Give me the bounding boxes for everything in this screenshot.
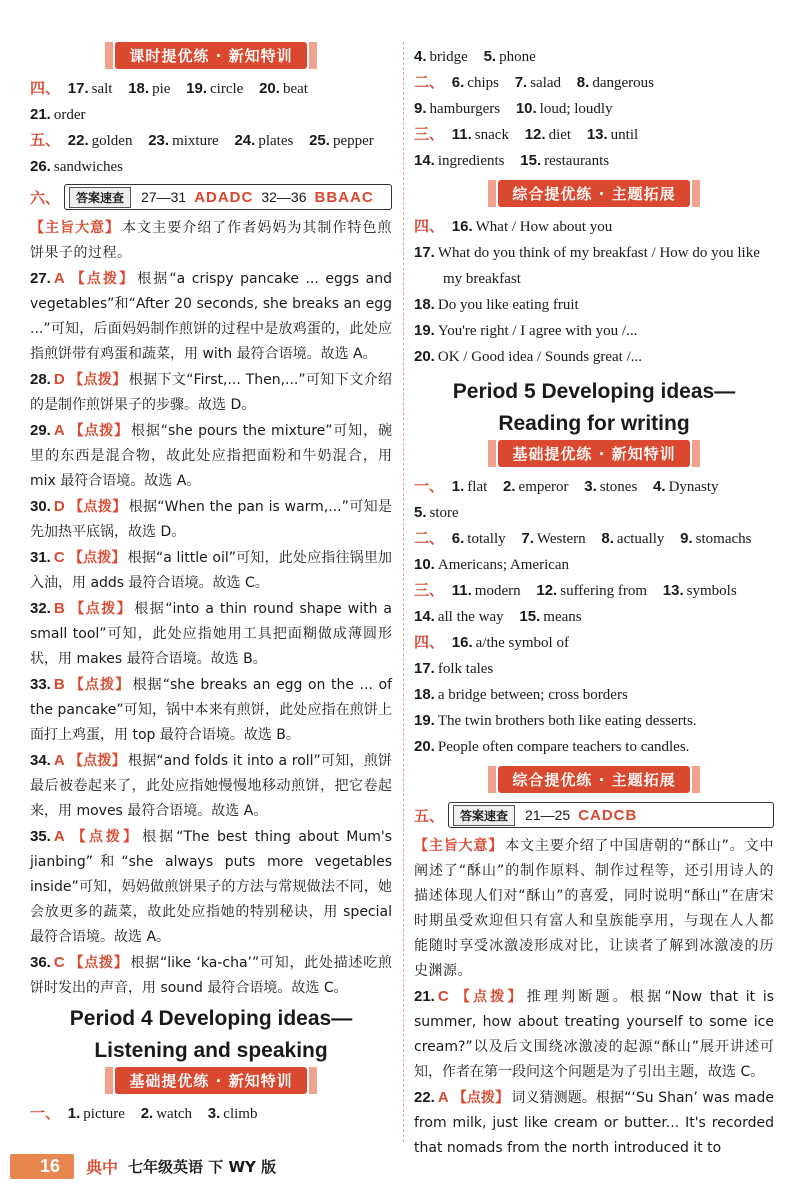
answer-row: 5. store [414,504,459,521]
explanation-item: 21. C 【点拨】 推理判断题。根据“Now that it is summer, how about treating yourself to some ice cream?”以及后文围绕冰激凌的起源“酥山”展开讲述可知，作者在第一段问这个问题是为了引出主题，故选 C。 [414,988,775,1080]
answer-row: 19. You're right / I agree with you /... [414,322,638,339]
answer-row: 五、 22. golden 23. mixture 24. plates 25. pepper [30,131,374,149]
answer-row: 17. What do you think of my breakfast / How do you like [414,244,760,261]
answer-row: 一、 1. flat 2. emperor 3. stones 4. Dynasty [414,477,719,495]
explanation-item: 33. B 【点拨】 根据“she breaks an egg on the ... of the pancake”可知，锅中本来有煎饼，此处应指在煎饼上面打上鸡蛋，用 top 最符合语境。故选 B。 [30,676,392,743]
quick-answer-label: 答案速查 [453,805,515,826]
answer-row: 14. all the way 15. means [414,608,582,625]
answer-list [414,240,774,370]
answer-row: 4. bridge 5. phone [414,48,536,65]
answer-row: 四、 16. a/the symbol of [414,633,569,651]
answer-row: 10. Americans; American [414,556,570,573]
explanation-item: 29. A 【点拨】 根据“she pours the mixture”可知，碗里的东西是混合物，故此处应指把面粉和牛奶混合，用 mix 最符合语境。故选 A。 [30,422,392,489]
explanation-item: 22. A 【点拨】 词义猜测题。根据“‘Su Shan’ was made from milk, just like cream or butter... It's recorded that nomads from the north introduced it to [414,1089,775,1156]
quick-answer-label: 答案速查 [69,187,131,208]
answer-row: 9. hamburgers 10. loud; loudly [414,100,613,117]
period-title: Period 5 Developing ideas— [452,380,736,403]
answer-row: 19. The twin brothers both like eating desserts. [414,712,697,729]
answer-row: 18. Do you like eating fruit [414,296,579,313]
book-title: 七年级英语 下 WY 版 [128,1157,277,1176]
answer-row: 17. folk tales [414,660,494,677]
answer-row: 四、 17. salt 18. pie 19. circle 20. beat [30,79,308,97]
quick-answer-row: 六、 答案速查 27—31 ADADC 32—36 BBAAC [30,182,392,212]
page-footer [10,1151,276,1181]
explanation-item: 30. D 【点拨】 根据“When the pan is warm,...”可知是先加热平底锅，故选 D。 [30,498,393,540]
explanation-item: 36. C 【点拨】 根据“like ‘ka-cha’”可知，此处描述吃煎饼时发出的声音，用 sound 最符合语境。故选 C。 [30,954,393,996]
answer-row: 三、 11. snack 12. diet 13. until [414,125,639,143]
answer-row: 20. People often compare teachers to candles. [414,738,690,755]
section-banner: 综合提优练 · 主题拓展 [498,766,689,793]
explanation-list [30,266,392,1001]
page-number: 16 [10,1154,74,1179]
answer-row: 26. sandwiches [30,158,124,175]
period-subtitle: Listening and speaking [94,1039,328,1062]
answer-row: 21. order [30,106,86,123]
summary-paragraph: 【主旨大意】 本文主要介绍了中国唐朝的“酥山”。文中阐述了“酥山”的制作原料、制作过程等，还引用诗人的描述体现人们对“酥山”的喜爱，同时说明“酥山”在唐宋时期虽受欢迎但只有富人和皇族能享用，与现在人人都能随时享受冰激凌形成对比，让读者了解到冰激凌的历史渊源。 [414,838,774,979]
explanation-item: 35. A 【点拨】 根据“The best thing about Mum's jianbing”和“she always puts more vegetables inside”可知，妈妈做煎饼果子的方法与常规做法不同，她会放更多的蔬菜，故此处应指她的特别秘诀，用 special 最符合语境。故选 A。 [30,828,393,945]
answer-row: 二、 6. chips 7. salad 8. dangerous [414,73,654,91]
explanation-item: 31. C 【点拨】 根据“a little oil”可知，此处应指往锅里加入油，用 adds 最符合语境。故选 C。 [30,549,393,591]
period-subtitle: Reading for writing [498,412,690,435]
answer-row: 一、 1. picture 2. watch 3. climb [30,1104,258,1122]
answer-row: 20. OK / Good idea / Sounds great /... [414,348,642,365]
quick-answer-row: 五、 答案速查 21—25 CADCB [414,800,774,830]
answer-row: 四、 16. What / How about you [414,217,613,235]
summary-paragraph: 【主旨大意】 本文主要介绍了作者妈妈为其制作特色煎饼果子的过程。 [30,220,393,261]
section-banner: 课时提优练 · 新知特训 [115,42,306,69]
explanation-item: 27. A 【点拨】 根据“a crispy pancake ... eggs and vegetables”和“After 20 seconds, she breaks an egg ...”可知，后面妈妈制作煎饼的过程中是放鸡蛋的，此处应指煎饼带有鸡蛋和蔬菜，用 with 最符合语境。故选 A。 [30,270,392,362]
answer-row: my breakfast [443,271,521,287]
answer-row: 14. ingredients 15. restaurants [414,152,610,169]
brand-logo: 典中 [86,1157,119,1177]
column-divider [403,42,404,1142]
right-column [414,44,774,1161]
answer-list [414,656,774,760]
answer-row: 二、 6. totally 7. Western 8. actually 9. stomachs [414,529,752,547]
explanation-item: 28. D 【点拨】 根据下文“First,... Then,...”可知下文介绍的是制作煎饼果子的步骤。故选 D。 [30,371,393,413]
section-banner: 基础提优练 · 新知特训 [115,1067,306,1094]
left-column [30,40,392,1127]
answer-row: 18. a bridge between; cross borders [414,686,628,703]
period-title: Period 4 Developing ideas— [69,1007,353,1030]
section-banner: 综合提优练 · 主题拓展 [498,180,689,207]
answer-row: 三、 11. modern 12. suffering from 13. symbols [414,581,737,599]
explanation-item: 32. B 【点拨】 根据“into a thin round shape with a small tool”可知，此处应指她用工具把面糊做成薄圆形状，用 makes 最符合语境。故选 B。 [30,600,393,667]
section-banner: 基础提优练 · 新知特训 [498,440,689,467]
explanation-item: 34. A 【点拨】 根据“and folds it into a roll”可知，煎饼最后被卷起来了，此处应指她慢慢地移动煎饼，把它卷起来，用 moves 最符合语境。故选 A。 [30,752,393,819]
